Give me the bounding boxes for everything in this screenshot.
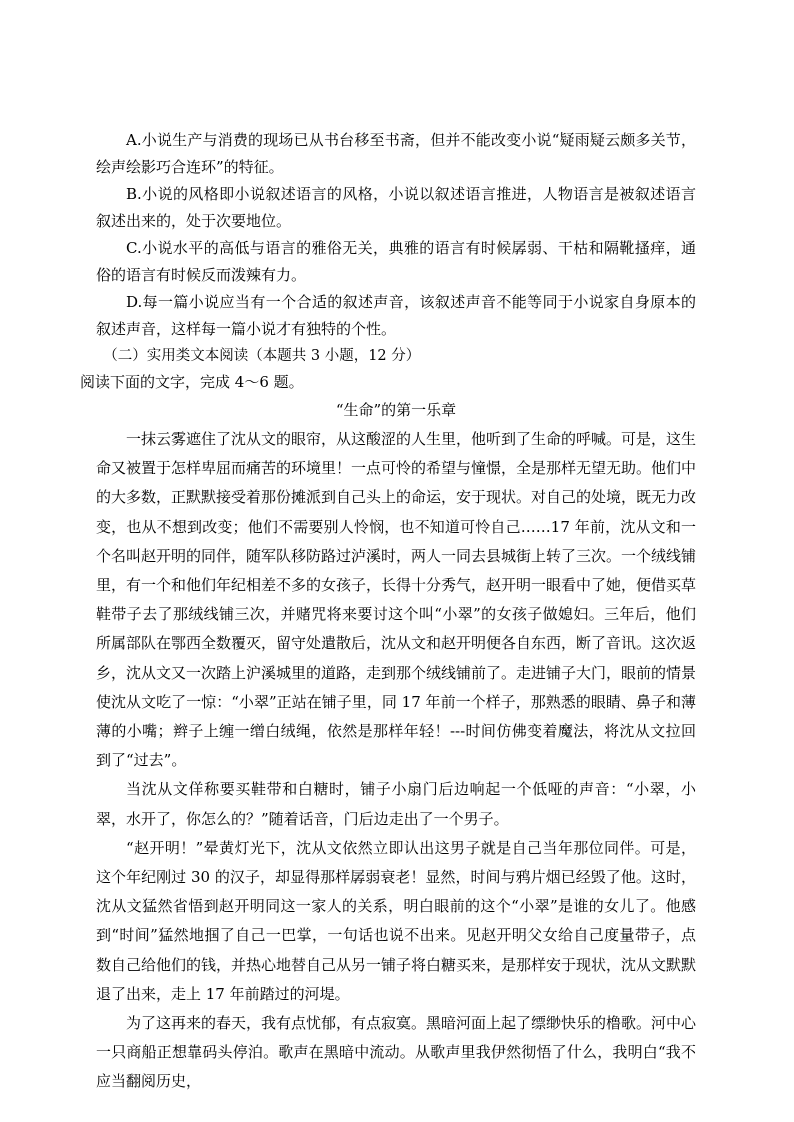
option-a: A.小说生产与消费的现场已从书台移至书斋，但并不能改变小说“疑雨疑云颇多关节，绘声绘影巧合连环”的特征。: [96, 131, 696, 176]
article-paragraph-4: 为了这再来的春天，我有点忧郁，有点寂寞。黑暗河面上起了缥缈快乐的橹歌。河中心一只商船正想靠码头停泊。歌声在黑暗中流动。从歌声里我伊然彻悟了什么，我明白“我不应当翻阅历史，: [96, 1014, 697, 1091]
article-paragraph-3: “赵开明！”晕黄灯光下，沈从文依然立即认出这男子就是自己当年那位同伴。可是，这个年纪刚过 30 的汉子，却显得那样孱弱衰老！显然，时间与鸦片烟已经毁了他。这时，沈从文猛然省悟到赵开明同这一家人的关系，明白眼前的这个“小翠”是谁的女儿了。他感到“时间”猛然地掴了自己一巴掌，一句话也说不出来。见赵开明父女给自己度量带子，点数自己给他们的钱，并热心地替自己从另一铺子将白糖买来，是那样安于现状，沈从文默默退了出来，走上 17 年前踏过的河堤。: [96, 838, 697, 1003]
page-content: [80, 127, 697, 1097]
article-paragraph-1: 一抹云雾遮住了沈从文的眼帘，从这酸涩的人生里，他听到了生命的呼喊。可是，这生命又被置于怎样卑屈而痛苦的环境里！一点可怜的希望与憧憬，全是那样无望无助。他们中的大多数，正默默接受着那份摊派到自己头上的命运，安于现状。对自己的处境，既无力改变，也从不想到改变；他们不需要别人怜悯，也不知道可怜自己……17 年前，沈从文和一个名叫赵开明的同伴，随军队移防路过泸溪时，两人一同去县城街上转了三次。一个绒线铺里，有一个和他们年纪相差不多的女孩子，长得十分秀气，赵开明一眼看中了她，便借买草鞋带子去了那绒线铺三次，并赌咒将来要讨这个叫“小翠”的女孩子做媳妇。三年后，他们所属部队在鄂西全数覆灭，留守处遣散后，沈从文和赵开明便各自东西，断了音讯。这次返乡，沈从文又一次踏上沪溪城里的道路，走到那个绒线铺前了。走进铺子大门，眼前的情景使沈从文吃了一惊：“小翠”正站在铺子里，同 17 年前一个样子，那熟悉的眼睛、鼻子和薄薄的小嘴；辫子上缠一缯白绒绳，依然是那样年轻！---时间仿佛变着魔法，将沈从文拉回到了“过去”。: [96, 430, 697, 770]
article-paragraph-2: 当沈从文佯称要买鞋带和白糖时，铺子小扇门后边响起一个低哑的声音：“小翠，小翠，水开了，你怎么的？”随着话音，门后边走出了一个男子。: [96, 780, 696, 828]
option-c: C.小说水平的高低与语言的雅俗无关，典雅的语言有时候孱弱、干枯和隔靴搔痒，通俗的语言有时候反而泼辣有力。: [96, 239, 696, 284]
reading-instruction: 阅读下面的文字，完成 4～6 题。: [80, 373, 304, 391]
option-b: B.小说的风格即小说叙述语言的风格，小说以叙述语言推进，人物语言是被叙述语言叙述出来的，处于次要地位。: [96, 185, 696, 230]
section-heading: （二）实用类文本阅读（本题共 3 小题，12 分）: [103, 348, 421, 364]
option-d: D.每一篇小说应当有一个合适的叙述声音，该叙述声音不能等同于小说家自身原本的叙述声音，这样每一篇小说才有独特的个性。: [96, 293, 696, 338]
article-title: “生命”的第一乐章: [335, 401, 457, 419]
